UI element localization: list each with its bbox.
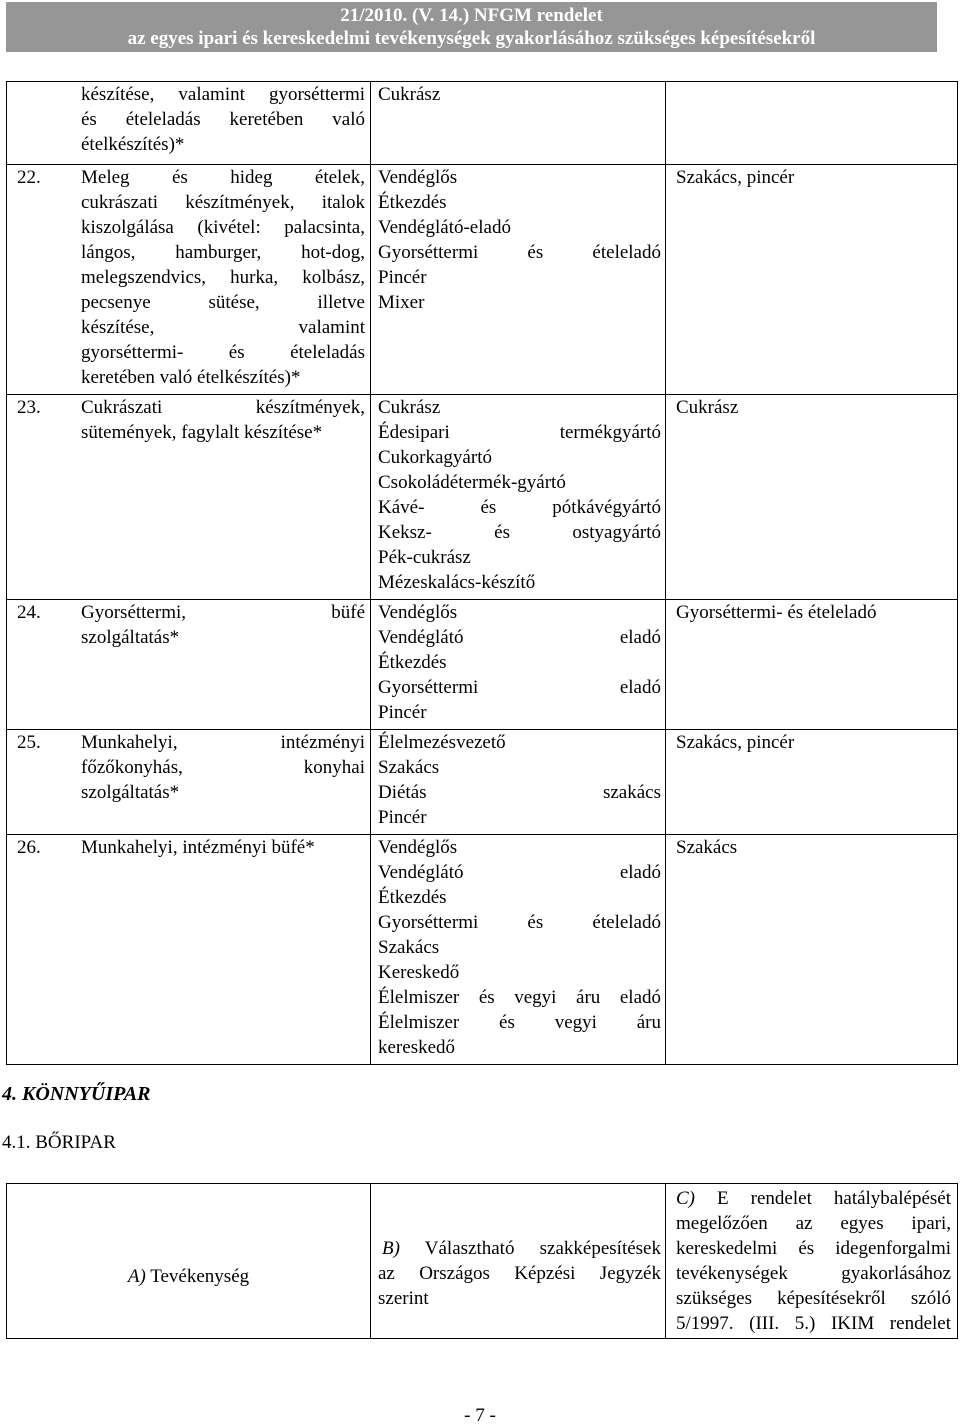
table-row: [7, 165, 958, 395]
occupation-item: Vendéglős: [378, 167, 458, 188]
occupation-item: Pék-cukrász: [378, 547, 471, 568]
header-regulation-title: 21/2010. (V. 14.) NFGM rendelet: [340, 5, 603, 26]
occupation-item: Étkezdés: [378, 887, 447, 908]
activity-line: Cukrászati készítmények,: [81, 397, 365, 418]
activity-line: szolgáltatás*: [81, 782, 180, 803]
table-row: [7, 730, 958, 835]
requirement-cell: [666, 730, 958, 835]
activity-line: készítése, valamint gyorséttermi: [81, 84, 365, 105]
occupation-item: Vendéglős: [378, 837, 458, 858]
column-c-title-line: 5/1997. (III. 5.) IKIM rendelet: [676, 1313, 951, 1334]
column-c-title-line: megelőzően az egyes ipari,: [676, 1213, 951, 1234]
row-number: 25.: [17, 732, 41, 753]
requirement-cell: [666, 395, 958, 600]
table-row: [7, 395, 958, 600]
subsection-heading: 4.1. BŐRIPAR: [2, 1132, 116, 1153]
activity-line: keretében való ételkészítés)*: [81, 367, 301, 388]
requirement-text: Szakács, pincér: [676, 167, 795, 188]
occupation-item: Kávé- és pótkávégyártó: [378, 497, 661, 518]
activity-line: gyorséttermi- és ételeladás: [81, 342, 365, 363]
column-c-title-line: tevékenységek gyakorlásához: [676, 1263, 951, 1284]
column-b-letter: B): [382, 1237, 400, 1259]
row-number: 24.: [17, 602, 41, 623]
occupation-item: Mixer: [378, 292, 425, 313]
occupation-item: Pincér: [378, 267, 427, 288]
activity-line: szolgáltatás*: [81, 627, 180, 648]
requirement-text: Szakács: [676, 837, 738, 858]
column-a-header: [7, 1184, 371, 1339]
occupation-item: Gyorséttermi és ételeladó: [378, 912, 661, 933]
requirement-text: Gyorséttermi- és ételeladó: [676, 602, 877, 623]
occupation-item: Gyorséttermi és ételeladó: [378, 242, 661, 263]
column-a-title: Tevékenység: [150, 1265, 250, 1287]
header-regulation-subtitle: az egyes ipari és kereskedelmi tevékenységek gyakorlásához szükséges képesítésekről: [127, 28, 816, 49]
occupation-item: Édesipari termékgyártó: [378, 422, 661, 443]
activity-line: készítése, valamint: [81, 317, 365, 338]
activity-cell: [7, 165, 371, 395]
activity-line: ételkészítés)*: [81, 134, 185, 155]
requirement-text: Szakács, pincér: [676, 732, 795, 753]
occupations-cell: [371, 730, 666, 835]
occupation-item: Cukrász: [378, 397, 441, 418]
row-number: [17, 82, 81, 157]
occupation-item: Vendéglős: [378, 602, 458, 623]
occupations-cell: [371, 395, 666, 600]
occupation-item: Keksz- és ostyagyártó: [378, 522, 661, 543]
row-number: 23.: [17, 397, 41, 418]
occupation-item: Szakács: [378, 937, 440, 958]
activity-cell: [7, 82, 371, 165]
occupation-item: Étkezdés: [378, 652, 447, 673]
occupation-item: Csokoládétermék-gyártó: [378, 472, 566, 493]
activity-cell: [7, 730, 371, 835]
occupations-cell: [371, 82, 666, 165]
occupation-item: Cukorkagyártó: [378, 447, 492, 468]
occupation-item: Mézeskalács-készítő: [378, 572, 536, 593]
page-number: - 7 -: [464, 1405, 496, 1426]
occupation-item: Pincér: [378, 807, 427, 828]
activity-line: főzőkonyhás, konyhai: [81, 757, 365, 778]
occupation-item: Élelmiszer és vegyi áru: [378, 1012, 661, 1033]
occupation-item: Kereskedő: [378, 962, 460, 983]
occupation-item: Vendéglátó eladó: [378, 862, 661, 883]
occupation-item: Gyorséttermi eladó: [378, 677, 661, 698]
column-c-title-line: E rendelet hatálybalépését: [717, 1188, 951, 1209]
activity-line: sütemények, fagylalt készítése*: [81, 422, 323, 443]
requirement-cell: [666, 600, 958, 730]
column-c-header: [666, 1184, 958, 1339]
activity-line: kiszolgálása (kivétel: palacsinta,: [81, 217, 365, 238]
activity-line: melegszendvics, hurka, kolbász,: [81, 267, 365, 288]
occupations-cell: [371, 600, 666, 730]
row-number: 26.: [17, 837, 41, 858]
occupation-item: Vendéglátó-eladó: [378, 217, 511, 238]
leather-industry-table-header: [6, 1183, 958, 1339]
column-b-title-line: az Országos Képzési Jegyzék: [378, 1262, 661, 1284]
requirement-cell: [666, 82, 958, 165]
table-row: [7, 82, 958, 165]
activity-line: Munkahelyi, intézményi: [81, 732, 365, 753]
occupation-item: Szakács: [378, 757, 440, 778]
activity-cell: [7, 600, 371, 730]
requirement-text: Cukrász: [676, 397, 739, 418]
occupation-item: kereskedő: [378, 1037, 456, 1058]
column-c-title-line: szükséges képesítésekről szóló: [676, 1288, 951, 1309]
row-number: 22.: [17, 167, 41, 188]
activity-cell: [7, 835, 371, 1065]
column-b-title-line: Választható szakképesítések: [424, 1237, 661, 1259]
activity-cell: [7, 395, 371, 600]
activity-line: lángos, hamburger, hot-dog,: [81, 242, 365, 263]
requirement-cell: [666, 165, 958, 395]
occupation-item: Vendéglátó eladó: [378, 627, 661, 648]
document-header: [6, 2, 937, 52]
occupation-item: Pincér: [378, 702, 427, 723]
requirement-cell: [666, 835, 958, 1065]
occupation-item: Élelmezésvezető: [378, 732, 506, 753]
occupation-item: Diétás szakács: [378, 782, 661, 803]
activity-line: és ételeladás keretében való: [81, 109, 365, 130]
occupation-item: Étkezdés: [378, 192, 447, 213]
activity-line: Gyorséttermi, büfé: [81, 602, 365, 623]
table-row: [7, 600, 958, 730]
table-row: [7, 835, 958, 1065]
column-a-letter: A): [127, 1265, 146, 1287]
activity-line: pecsenye sütése, illetve: [81, 292, 365, 313]
occupation-item: Élelmiszer és vegyi áru eladó: [378, 987, 661, 1008]
activity-line: Meleg és hideg ételek,: [81, 167, 365, 188]
column-b-title-line: szerint: [378, 1287, 429, 1309]
activity-line: Munkahelyi, intézményi büfé*: [81, 837, 315, 858]
column-c-title-line: kereskedelmi és idegenforgalmi: [676, 1238, 951, 1259]
activity-line: cukrászati készítmények, italok: [81, 192, 365, 213]
column-b-header: [371, 1184, 666, 1339]
qualification-table: [6, 81, 958, 1065]
occupations-cell: [371, 165, 666, 395]
section-heading: 4. KÖNNYŰIPAR: [2, 1083, 151, 1105]
column-c-letter: C): [676, 1188, 695, 1209]
occupations-cell: [371, 835, 666, 1065]
occupation-item: Cukrász: [378, 84, 441, 105]
